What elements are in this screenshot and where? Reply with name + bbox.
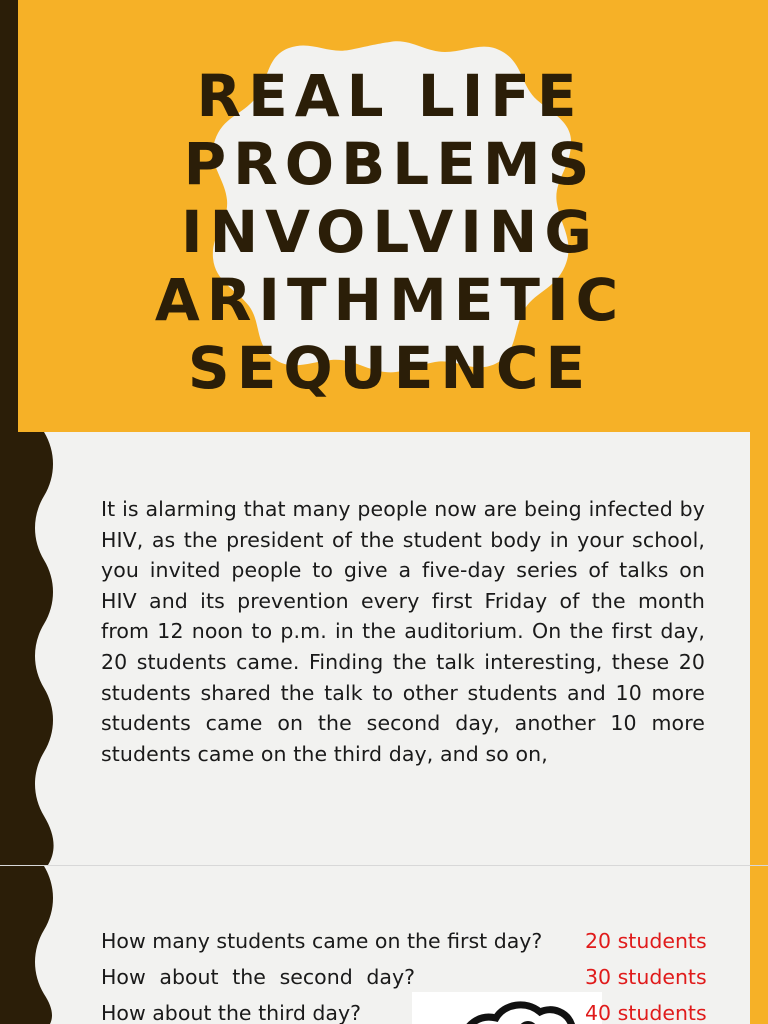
left-accent-bar — [0, 0, 18, 432]
right-accent-bar — [750, 432, 768, 865]
cloud-clipart-icon — [412, 984, 602, 1024]
question-1: How many students came on the first day? — [101, 929, 543, 953]
title-slide — [0, 0, 768, 432]
question-2: How about the second day? — [101, 965, 415, 989]
problem-paragraph: It is alarming that many people now are being infected by HIV, as the president of the student body in your school, you invited people to give a five-day series of talks on HIV and its prevention every first Friday of the month from 12 noon to p.m. in the auditorium. On the first day, 20 students came. Finding the talk interesting, these 20 students shared the talk to other students and 10 more students came on the second day, another 10 more students came on the third day, and so on, — [101, 497, 705, 766]
wavy-left-border — [0, 866, 58, 1024]
answer-2: 30 students — [585, 965, 707, 989]
right-accent-bar — [750, 866, 768, 1024]
wavy-left-border — [0, 432, 58, 865]
answer-1: 20 students — [585, 929, 707, 953]
problem-slide — [0, 432, 768, 865]
slide-title: REAL LIFE PROBLEMS INVOLVING ARITHMETIC SEQUENCE — [154, 62, 626, 402]
questions-slide — [0, 866, 768, 1024]
answer-3: 40 students — [585, 1001, 707, 1024]
question-3: How about the third day? — [101, 1001, 361, 1024]
